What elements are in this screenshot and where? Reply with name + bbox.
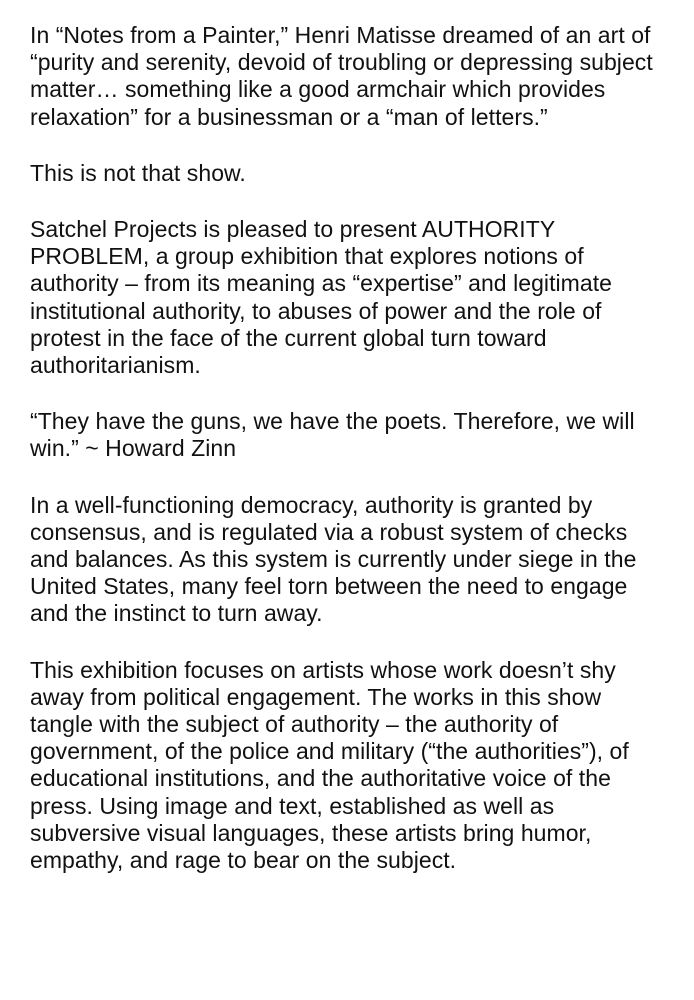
paragraph-democracy: In a well-functioning democracy, authority is granted by consensus, and is regulated via a robust system of checks and balances. As this system is currently under siege in the United States, many feel torn between the need to engage and the instinct to turn away.	[30, 491, 637, 627]
paragraph-exhibition-focus: This exhibition focuses on artists whose work doesn’t shy away from political engagement. The works in this show tangle with the subject of authority – the authority of government, of the police and military (“the authorities”), of educational institutions, and the authoritative voice of the press. Using image and text, established as well as subversive visual languages, these artists bring humor, empathy, and rage to bear on the subject.	[30, 656, 629, 874]
paragraph-exhibition-intro: Satchel Projects is pleased to present AUTHORITY PROBLEM, a group exhibition that explores notions of authority – from its meaning as “expertise” and legitimate institutional authority, to abuses of power and the role of protest in the face of the current global turn toward authoritarianism.	[30, 216, 612, 379]
paragraph-matisse-quote: In “Notes from a Painter,” Henri Matisse dreamed of an art of “purity and serenity, devoid of troubling or depressing subject matter… something like a good armchair which provides relaxation” for a businessman or a “man of letters.”	[30, 22, 653, 130]
paragraph-zinn-quote: “They have the guns, we have the poets. Therefore, we will win.” ~ Howard Zinn	[30, 408, 635, 462]
paragraph-not-that-show: This is not that show.	[30, 159, 246, 186]
